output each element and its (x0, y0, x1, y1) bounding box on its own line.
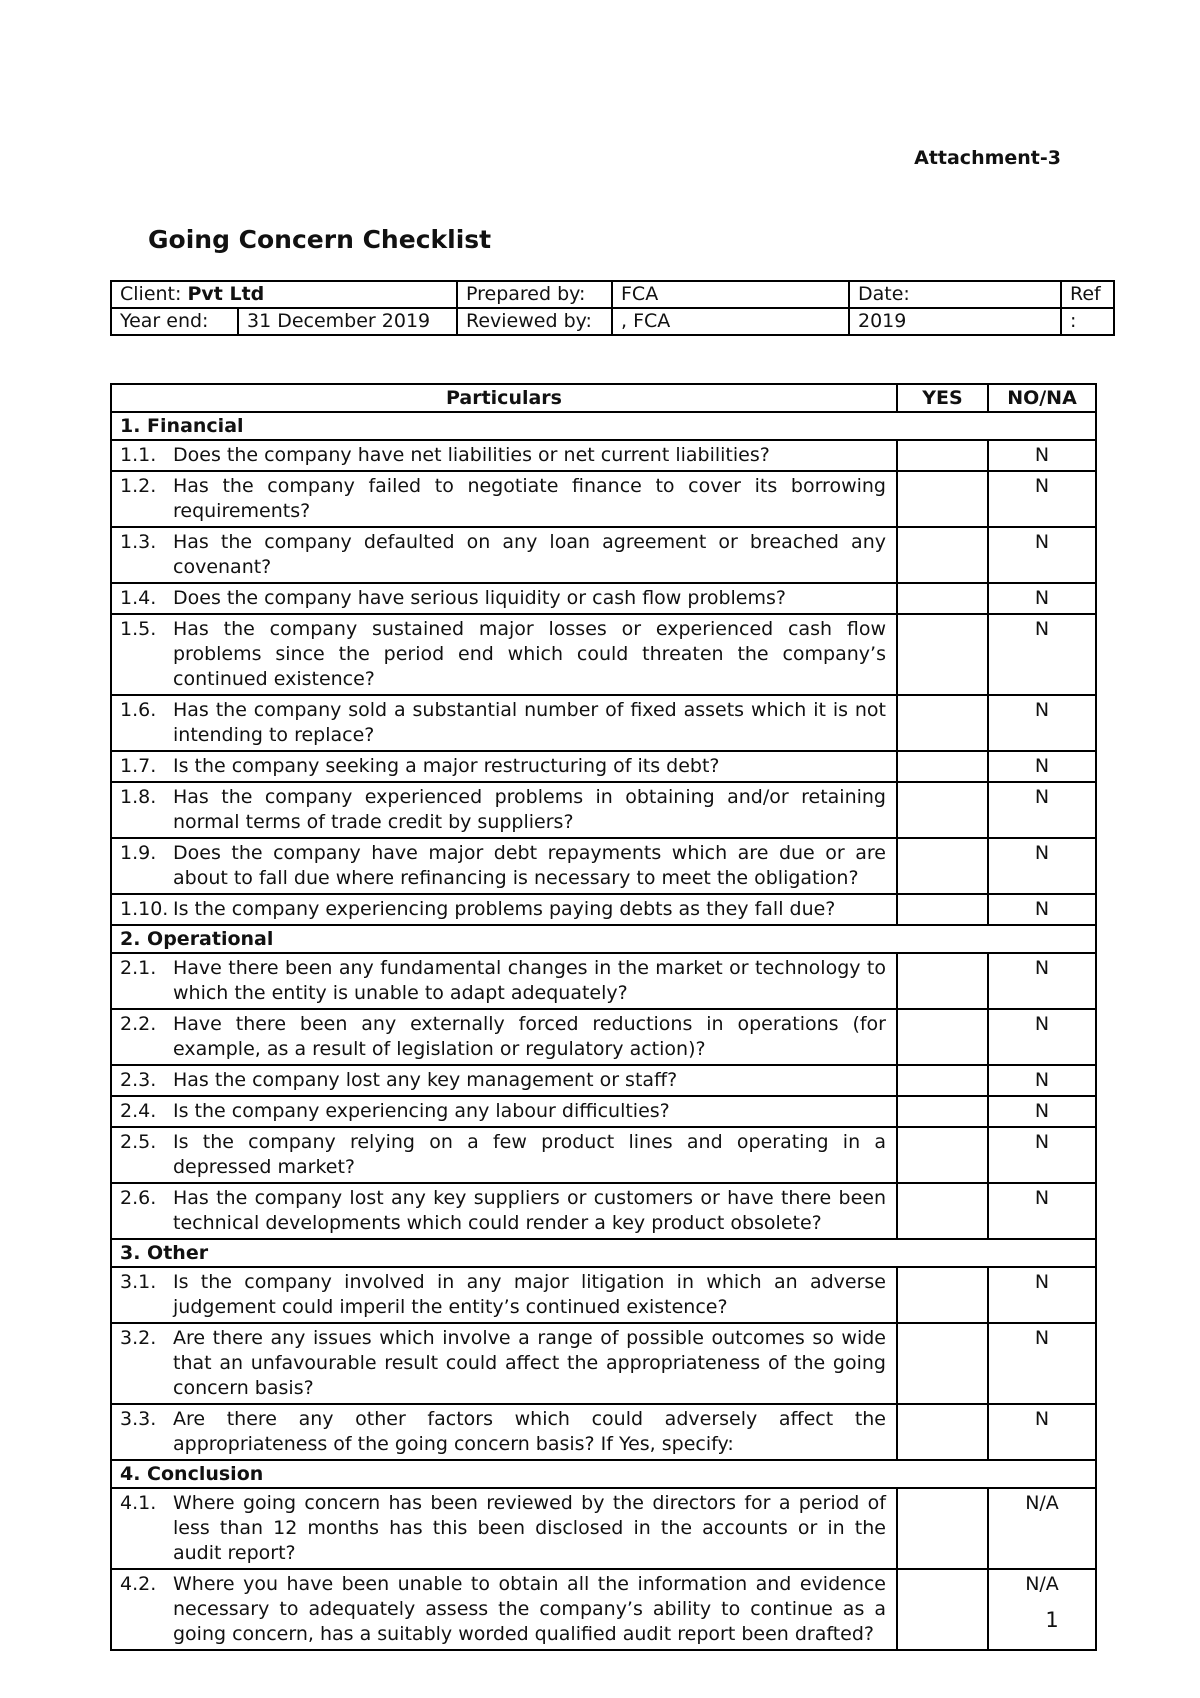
question (120, 698, 896, 748)
prepared-by-label: Prepared by: (457, 281, 612, 308)
question-text: Is the company relying on a few product lines and operating in a depressed market? (173, 1131, 886, 1178)
section-heading: 2. Operational (111, 925, 1096, 953)
yes-cell (897, 1404, 988, 1460)
question-text: Are there any issues which involve a range of possible outcomes so wide that an unfavourable result could affect the appropriateness of the going concern basis? (173, 1327, 886, 1399)
yes-cell (897, 1569, 988, 1650)
question (120, 1068, 896, 1093)
attachment-label: Attachment-3 (914, 147, 1061, 169)
no-na-cell: N (988, 1323, 1096, 1404)
checklist-item-row (111, 1009, 1096, 1065)
checklist-item-row (111, 1183, 1096, 1239)
yes-cell (897, 1127, 988, 1183)
section-heading: 1. Financial (111, 412, 1096, 440)
checklist-item-row (111, 583, 1096, 614)
question-number: 1.8. (120, 786, 157, 808)
no-na-cell: N (988, 838, 1096, 894)
reviewed-by-value: , FCA (612, 308, 849, 335)
no-na-cell: N (988, 471, 1096, 527)
checklist-item-row (111, 1404, 1096, 1460)
question (120, 443, 896, 468)
question-number: 4.2. (120, 1573, 157, 1595)
checklist-item-row (111, 1065, 1096, 1096)
no-na-cell: N (988, 953, 1096, 1009)
no-na-cell: N (988, 695, 1096, 751)
yes-cell (897, 695, 988, 751)
yes-cell (897, 782, 988, 838)
ref-label: Ref (1061, 281, 1114, 308)
checklist-item-row (111, 953, 1096, 1009)
no-na-cell: N (988, 1096, 1096, 1127)
no-na-cell: N (988, 1127, 1096, 1183)
question (120, 1186, 896, 1236)
question-text: Has the company defaulted on any loan agreement or breached any covenant? (173, 531, 886, 578)
question (120, 586, 896, 611)
question (120, 897, 896, 922)
yes-cell (897, 1323, 988, 1404)
question (120, 1491, 896, 1566)
yes-cell (897, 1267, 988, 1323)
yes-cell (897, 614, 988, 695)
no-na-cell: N (988, 583, 1096, 614)
date-value: 2019 (849, 308, 1061, 335)
question-text: Does the company have net liabilities or net current liabilities? (173, 444, 770, 466)
no-na-header: NO/NA (988, 384, 1096, 412)
checklist-item-row (111, 527, 1096, 583)
header-row-1 (111, 281, 1114, 308)
question (120, 841, 896, 891)
yes-cell (897, 583, 988, 614)
question-text: Has the company lost any key suppliers or customers or have there been technical developments which could render a key product obsolete? (173, 1187, 886, 1234)
year-end-label: Year end: (111, 308, 238, 335)
question-cell (111, 1323, 897, 1404)
question-number: 2.1. (120, 957, 157, 979)
yes-cell (897, 751, 988, 782)
client-label: Client: (120, 283, 182, 305)
question-text: Where going concern has been reviewed by the directors for a period of less than 12 months has this been disclosed in the accounts or in the audit report? (173, 1492, 886, 1564)
reviewed-by-label: Reviewed by: (457, 308, 612, 335)
question-text: Has the company sustained major losses or experienced cash flow problems since the period end which could threaten the company’s continued existence? (173, 618, 886, 690)
checklist-item-row (111, 1323, 1096, 1404)
question (120, 617, 896, 692)
section-row (111, 412, 1096, 440)
checklist-item-row (111, 751, 1096, 782)
question-cell (111, 751, 897, 782)
question-cell (111, 471, 897, 527)
question-text: Has the company lost any key management or staff? (173, 1069, 678, 1091)
yes-cell (897, 471, 988, 527)
checklist-header-row (111, 384, 1096, 412)
question-text: Is the company experiencing problems paying debts as they fall due? (173, 898, 836, 920)
question-number: 2.6. (120, 1187, 157, 1209)
question-cell (111, 695, 897, 751)
question-number: 1.5. (120, 618, 157, 640)
question (120, 1407, 896, 1457)
no-na-cell: N (988, 1009, 1096, 1065)
date-label: Date: (849, 281, 1061, 308)
question-cell (111, 782, 897, 838)
question-text: Are there any other factors which could adversely affect the appropriateness of the going concern basis? If Yes, specify: (173, 1408, 886, 1455)
question-text: Does the company have major debt repayments which are due or are about to fall due where refinancing is necessary to meet the obligation? (173, 842, 886, 889)
question-number: 4.1. (120, 1492, 157, 1514)
no-na-cell: N (988, 751, 1096, 782)
no-na-cell: N/A (988, 1488, 1096, 1569)
question-cell (111, 1488, 897, 1569)
page-number: 1 (1045, 1608, 1059, 1632)
question (120, 530, 896, 580)
question-cell (111, 527, 897, 583)
yes-cell (897, 838, 988, 894)
question-number: 2.3. (120, 1069, 157, 1091)
yes-cell (897, 1183, 988, 1239)
no-na-cell: N (988, 894, 1096, 925)
question-number: 3.1. (120, 1271, 157, 1293)
question-text: Have there been any fundamental changes in the market or technology to which the entity is unable to adapt adequately? (173, 957, 886, 1004)
checklist-item-row (111, 782, 1096, 838)
question-cell (111, 838, 897, 894)
question (120, 1270, 896, 1320)
question (120, 754, 896, 779)
page-title: Going Concern Checklist (148, 225, 492, 254)
section-row (111, 1239, 1096, 1267)
no-na-cell: N (988, 1183, 1096, 1239)
question-cell (111, 953, 897, 1009)
yes-cell (897, 894, 988, 925)
question-text: Where you have been unable to obtain all the information and evidence necessary to adequately assess the company’s ability to continue as a going concern, has a suitably worded qualified audit report been drafted? (173, 1573, 886, 1645)
question-cell (111, 894, 897, 925)
question-cell (111, 1183, 897, 1239)
question-number: 1.2. (120, 475, 157, 497)
question-number: 2.2. (120, 1013, 157, 1035)
question (120, 1572, 896, 1647)
question (120, 1012, 896, 1062)
checklist-body (111, 412, 1096, 1650)
checklist-item-row (111, 471, 1096, 527)
question-text: Have there been any externally forced reductions in operations (for example, as a result of legislation or regulatory action)? (173, 1013, 886, 1060)
section-heading: 3. Other (111, 1239, 1096, 1267)
question-number: 1.7. (120, 755, 157, 777)
yes-cell (897, 953, 988, 1009)
checklist-item-row (111, 614, 1096, 695)
header-row-2 (111, 308, 1114, 335)
yes-header: YES (897, 384, 988, 412)
no-na-cell: N (988, 1267, 1096, 1323)
question-text: Is the company seeking a major restructuring of its debt? (173, 755, 720, 777)
question-text: Has the company sold a substantial number of fixed assets which it is not intending to replace? (173, 699, 886, 746)
yes-cell (897, 440, 988, 471)
section-row (111, 925, 1096, 953)
question-text: Is the company experiencing any labour difficulties? (173, 1100, 670, 1122)
question-cell (111, 1127, 897, 1183)
section-heading: 4. Conclusion (111, 1460, 1096, 1488)
no-na-cell: N (988, 614, 1096, 695)
question-cell (111, 1096, 897, 1127)
no-na-cell: N (988, 527, 1096, 583)
header-info-table (110, 280, 1115, 336)
particulars-header: Particulars (111, 384, 897, 412)
question-number: 1.4. (120, 587, 157, 609)
question-cell (111, 614, 897, 695)
question-number: 3.3. (120, 1408, 157, 1430)
question-cell (111, 1065, 897, 1096)
question (120, 474, 896, 524)
yes-cell (897, 1065, 988, 1096)
checklist-item-row (111, 1488, 1096, 1569)
checklist-item-row (111, 1127, 1096, 1183)
question-cell (111, 440, 897, 471)
question-cell (111, 583, 897, 614)
checklist-item-row (111, 838, 1096, 894)
checklist-table (110, 383, 1097, 1651)
section-row (111, 1460, 1096, 1488)
checklist-item-row (111, 1267, 1096, 1323)
question (120, 956, 896, 1006)
no-na-cell: N (988, 1065, 1096, 1096)
question (120, 1130, 896, 1180)
question-text: Does the company have serious liquidity or cash flow problems? (173, 587, 786, 609)
question-number: 3.2. (120, 1327, 157, 1349)
question-number: 1.1. (120, 444, 157, 466)
question-cell (111, 1404, 897, 1460)
question-text: Has the company experienced problems in obtaining and/or retaining normal terms of trade credit by suppliers? (173, 786, 886, 833)
checklist-item-row (111, 1569, 1096, 1650)
prepared-by-value: FCA (612, 281, 849, 308)
client-value: Pvt Ltd (187, 283, 265, 305)
question-number: 1.6. (120, 699, 157, 721)
client-cell (111, 281, 457, 308)
checklist-item-row (111, 440, 1096, 471)
no-na-cell: N (988, 782, 1096, 838)
no-na-cell: N (988, 1404, 1096, 1460)
yes-cell (897, 527, 988, 583)
question-cell (111, 1569, 897, 1650)
question (120, 785, 896, 835)
question (120, 1099, 896, 1124)
no-na-cell: N (988, 440, 1096, 471)
yes-cell (897, 1488, 988, 1569)
question-text: Has the company failed to negotiate finance to cover its borrowing requirements? (173, 475, 886, 522)
checklist-item-row (111, 695, 1096, 751)
question-text: Is the company involved in any major litigation in which an adverse judgement could imperil the entity’s continued existence? (173, 1271, 886, 1318)
question-number: 1.3. (120, 531, 157, 553)
yes-cell (897, 1009, 988, 1065)
year-end-value: 31 December 2019 (238, 308, 457, 335)
question-number: 1.9. (120, 842, 157, 864)
question-number: 2.5. (120, 1131, 157, 1153)
no-na-cell: N/A (988, 1569, 1096, 1650)
checklist-item-row (111, 1096, 1096, 1127)
question-number: 2.4. (120, 1100, 157, 1122)
question-number: 1.10. (120, 898, 169, 920)
ref-value: : (1061, 308, 1114, 335)
question-cell (111, 1267, 897, 1323)
yes-cell (897, 1096, 988, 1127)
question (120, 1326, 896, 1401)
checklist-item-row (111, 894, 1096, 925)
question-cell (111, 1009, 897, 1065)
